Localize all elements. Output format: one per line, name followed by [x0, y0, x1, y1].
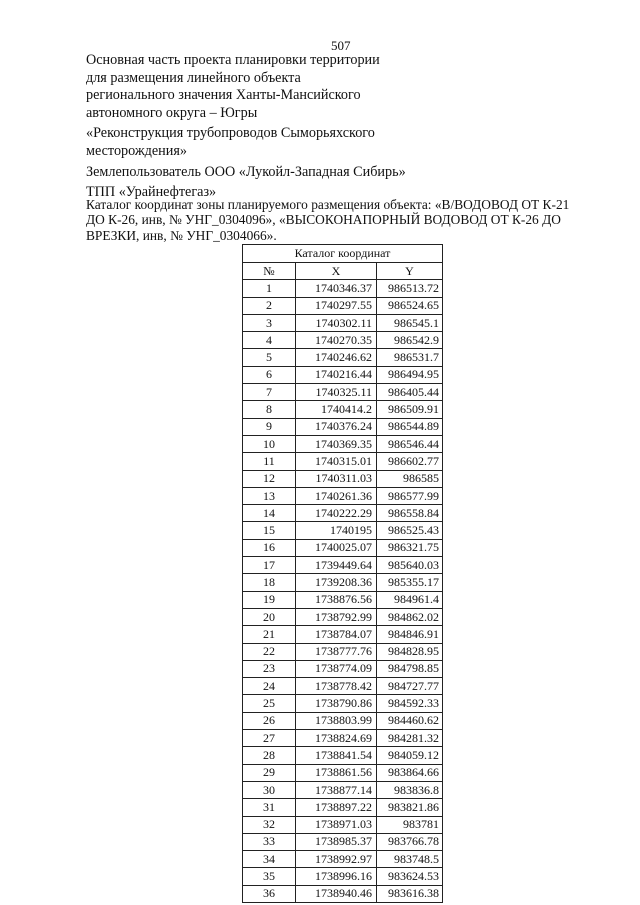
table-row	[243, 539, 443, 556]
table-row	[243, 868, 443, 885]
cell-number: 2	[243, 297, 296, 314]
table-row	[243, 591, 443, 608]
cell-x: 1739208.36	[296, 574, 377, 591]
table-row	[243, 730, 443, 747]
cell-x: 1738824.69	[296, 730, 377, 747]
cell-number: 34	[243, 851, 296, 868]
cell-y: 986494.95	[377, 366, 443, 383]
cell-number: 24	[243, 678, 296, 695]
table-row	[243, 470, 443, 487]
table-row	[243, 712, 443, 729]
cell-x: 1738897.22	[296, 799, 377, 816]
cell-x: 1740261.36	[296, 487, 377, 504]
cell-number: 22	[243, 643, 296, 660]
cell-number: 19	[243, 591, 296, 608]
cell-x: 1740346.37	[296, 280, 377, 297]
table-row	[243, 384, 443, 401]
cell-y: 983616.38	[377, 885, 443, 902]
table-caption: Каталог координат	[243, 245, 443, 263]
table-row	[243, 816, 443, 833]
cell-number: 30	[243, 781, 296, 798]
table-row	[243, 314, 443, 331]
table-row	[243, 678, 443, 695]
catalog-description: Каталог координат зоны планируемого размещения объекта: «В/ВОДОВОД ОТ К-21 ДО К-26, инв, № УНГ_0304096», «ВЫСОКОНАПОРНЫЙ ВОДОВОД ОТ К-26 ДО ВРЕЗКИ, инв, № УНГ_0304066».	[86, 197, 570, 243]
cell-x: 1738985.37	[296, 833, 377, 850]
cell-x: 1740369.35	[296, 435, 377, 452]
cell-x: 1740270.35	[296, 332, 377, 349]
cell-number: 1	[243, 280, 296, 297]
cell-number: 17	[243, 557, 296, 574]
header-line: «Реконструкция трубопроводов Сыморьяхского	[86, 125, 375, 142]
cell-x: 1740325.11	[296, 384, 377, 401]
cell-y: 986602.77	[377, 453, 443, 470]
column-header-y: Y	[377, 263, 443, 280]
cell-number: 33	[243, 833, 296, 850]
header-line: регионального значения Ханты-Мансийского	[86, 87, 361, 104]
cell-x: 1740195	[296, 522, 377, 539]
table-row	[243, 280, 443, 297]
cell-number: 27	[243, 730, 296, 747]
cell-x: 1738790.86	[296, 695, 377, 712]
cell-y: 983748.5	[377, 851, 443, 868]
cell-number: 12	[243, 470, 296, 487]
table-row	[243, 660, 443, 677]
cell-x: 1738777.76	[296, 643, 377, 660]
cell-x: 1740376.24	[296, 418, 377, 435]
cell-number: 16	[243, 539, 296, 556]
table-row	[243, 747, 443, 764]
table-row	[243, 332, 443, 349]
cell-x: 1740302.11	[296, 314, 377, 331]
cell-number: 31	[243, 799, 296, 816]
cell-number: 25	[243, 695, 296, 712]
cell-number: 15	[243, 522, 296, 539]
table-body	[243, 280, 443, 903]
cell-number: 26	[243, 712, 296, 729]
header-line: ТПП «Урайнефтегаз»	[86, 184, 217, 201]
cell-number: 11	[243, 453, 296, 470]
cell-x: 1740297.55	[296, 297, 377, 314]
cell-y: 986544.89	[377, 418, 443, 435]
cell-number: 21	[243, 626, 296, 643]
cell-y: 983864.66	[377, 764, 443, 781]
cell-y: 986542.9	[377, 332, 443, 349]
table-row	[243, 418, 443, 435]
cell-x: 1740414.2	[296, 401, 377, 418]
cell-y: 985355.17	[377, 574, 443, 591]
cell-number: 13	[243, 487, 296, 504]
cell-x: 1739449.64	[296, 557, 377, 574]
cell-x: 1740025.07	[296, 539, 377, 556]
header-line: автономного округа – Югры	[86, 104, 258, 121]
table-row	[243, 557, 443, 574]
cell-y: 986405.44	[377, 384, 443, 401]
cell-y: 986531.7	[377, 349, 443, 366]
cell-x: 1740311.03	[296, 470, 377, 487]
cell-number: 10	[243, 435, 296, 452]
document-header	[86, 52, 446, 202]
cell-x: 1740315.01	[296, 453, 377, 470]
cell-number: 28	[243, 747, 296, 764]
cell-y: 986545.1	[377, 314, 443, 331]
table-row	[243, 453, 443, 470]
table-row	[243, 297, 443, 314]
cell-x: 1738940.46	[296, 885, 377, 902]
table-row	[243, 626, 443, 643]
cell-y: 986509.91	[377, 401, 443, 418]
cell-number: 9	[243, 418, 296, 435]
cell-y: 986524.65	[377, 297, 443, 314]
cell-y: 986558.84	[377, 505, 443, 522]
cell-number: 18	[243, 574, 296, 591]
cell-number: 36	[243, 885, 296, 902]
cell-x: 1738877.14	[296, 781, 377, 798]
cell-y: 983781	[377, 816, 443, 833]
cell-number: 5	[243, 349, 296, 366]
coordinates-table	[242, 244, 443, 903]
column-header-number: №	[243, 263, 296, 280]
cell-y: 984828.95	[377, 643, 443, 660]
table-row	[243, 833, 443, 850]
table-row	[243, 349, 443, 366]
table-row	[243, 885, 443, 902]
cell-number: 7	[243, 384, 296, 401]
page-number: 507	[331, 38, 351, 53]
table-row	[243, 487, 443, 504]
header-line: Землепользователь ООО «Лукойл-Западная Сибирь»	[86, 163, 406, 180]
table-row	[243, 522, 443, 539]
table-row	[243, 505, 443, 522]
header-line: Основная часть проекта планировки территории	[86, 52, 380, 68]
cell-y: 983766.78	[377, 833, 443, 850]
cell-x: 1738784.07	[296, 626, 377, 643]
cell-x: 1738792.99	[296, 608, 377, 625]
cell-y: 984059.12	[377, 747, 443, 764]
column-header-x: X	[296, 263, 377, 280]
cell-x: 1740222.29	[296, 505, 377, 522]
table-row	[243, 574, 443, 591]
table-row	[243, 781, 443, 798]
cell-number: 6	[243, 366, 296, 383]
cell-number: 8	[243, 401, 296, 418]
cell-number: 35	[243, 868, 296, 885]
cell-y: 984460.62	[377, 712, 443, 729]
cell-y: 984727.77	[377, 678, 443, 695]
cell-x: 1738841.54	[296, 747, 377, 764]
table-row	[243, 764, 443, 781]
cell-y: 984961.4	[377, 591, 443, 608]
cell-y: 986513.72	[377, 280, 443, 297]
header-line: для размещения линейного объекта	[86, 69, 301, 86]
cell-y: 985640.03	[377, 557, 443, 574]
table-row	[243, 643, 443, 660]
cell-x: 1740216.44	[296, 366, 377, 383]
cell-number: 3	[243, 314, 296, 331]
cell-y: 983821.86	[377, 799, 443, 816]
cell-y: 984798.85	[377, 660, 443, 677]
cell-x: 1738996.16	[296, 868, 377, 885]
cell-x: 1738971.03	[296, 816, 377, 833]
cell-y: 986546.44	[377, 435, 443, 452]
table-row	[243, 608, 443, 625]
table-row	[243, 851, 443, 868]
table-row	[243, 799, 443, 816]
cell-x: 1738861.56	[296, 764, 377, 781]
cell-y: 984592.33	[377, 695, 443, 712]
cell-y: 986577.99	[377, 487, 443, 504]
cell-number: 32	[243, 816, 296, 833]
cell-number: 14	[243, 505, 296, 522]
cell-x: 1738992.97	[296, 851, 377, 868]
cell-number: 23	[243, 660, 296, 677]
table-row	[243, 366, 443, 383]
cell-x: 1740246.62	[296, 349, 377, 366]
cell-y: 983624.53	[377, 868, 443, 885]
cell-x: 1738774.09	[296, 660, 377, 677]
cell-y: 983836.8	[377, 781, 443, 798]
cell-x: 1738876.56	[296, 591, 377, 608]
cell-y: 984846.91	[377, 626, 443, 643]
cell-number: 4	[243, 332, 296, 349]
cell-number: 29	[243, 764, 296, 781]
cell-y: 984281.32	[377, 730, 443, 747]
cell-y: 986321.75	[377, 539, 443, 556]
table-row	[243, 401, 443, 418]
cell-number: 20	[243, 608, 296, 625]
cell-x: 1738778.42	[296, 678, 377, 695]
table-row	[243, 695, 443, 712]
cell-y: 984862.02	[377, 608, 443, 625]
table-row	[243, 435, 443, 452]
cell-y: 986525.43	[377, 522, 443, 539]
header-line: месторождения»	[86, 142, 187, 159]
cell-y: 986585	[377, 470, 443, 487]
cell-x: 1738803.99	[296, 712, 377, 729]
